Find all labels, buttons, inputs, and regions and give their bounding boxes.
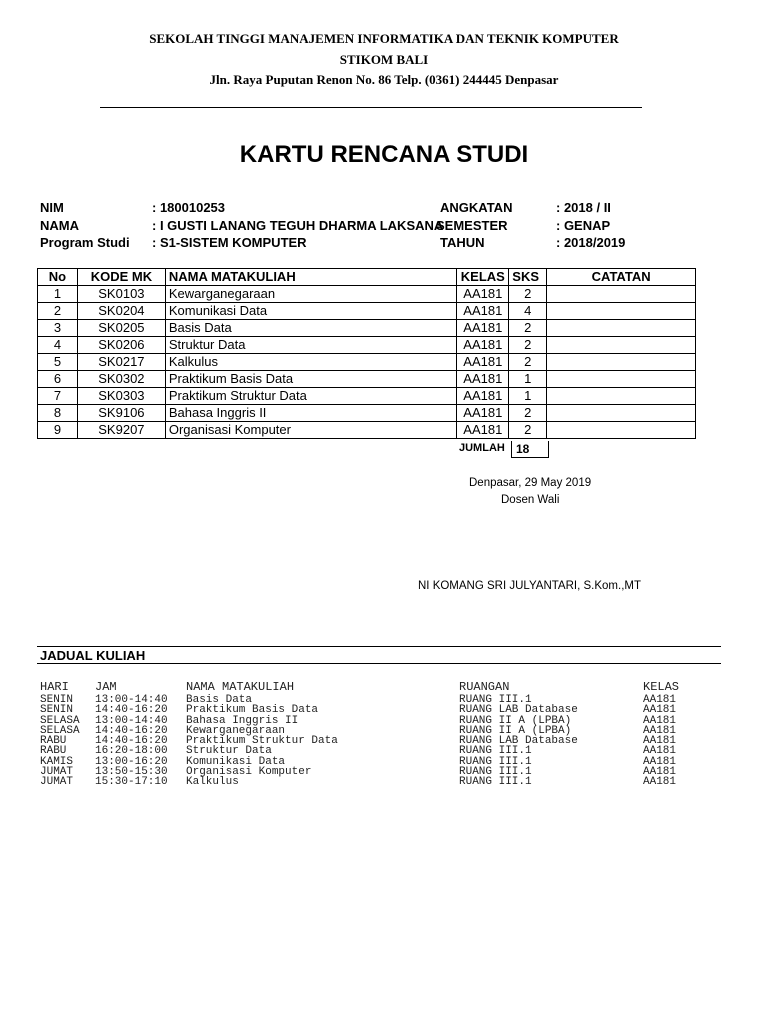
tahun-value: : 2018/2019 — [556, 235, 626, 250]
schedule-day: JUMAT — [40, 766, 74, 779]
signature-place-date: Denpasar, 29 May 2019 — [469, 477, 592, 489]
schedule-time: 13:50-15:30 — [95, 766, 168, 779]
course-no: 8 — [38, 405, 78, 422]
course-note — [547, 354, 696, 371]
jumlah-label: JUMLAH — [459, 442, 505, 454]
course-note — [547, 286, 696, 303]
schedule-time: 15:30-17:10 — [95, 776, 168, 789]
table-row — [38, 303, 696, 320]
semester-value: : GENAP — [556, 218, 611, 233]
course-code: SK0103 — [77, 286, 165, 303]
course-sks: 2 — [509, 337, 547, 354]
schedule-course: Kewarganegaraan — [186, 724, 286, 737]
schedule-room: RUANG III.1 — [459, 755, 532, 768]
jumlah-value: 18 — [511, 441, 549, 458]
course-note — [547, 303, 696, 320]
schedule-room: RUANG III.1 — [459, 776, 532, 789]
course-class: AA181 — [457, 422, 509, 439]
schedule-room: RUANG II A (LPBA) — [459, 714, 572, 727]
table-row — [38, 422, 696, 439]
schedule-time: 13:00-14:40 — [95, 714, 168, 727]
course-table-header — [38, 269, 696, 286]
course-no: 9 — [38, 422, 78, 439]
schedule-day: SELASA — [40, 714, 80, 727]
course-class: AA181 — [457, 320, 509, 337]
schedule-room: RUANG LAB Database — [459, 704, 578, 717]
course-code: SK9106 — [77, 405, 165, 422]
nim-label: NIM — [40, 200, 64, 215]
schedule-class: AA181 — [643, 745, 677, 758]
schedule-class: AA181 — [643, 714, 677, 727]
course-class: AA181 — [457, 337, 509, 354]
schedule-class: AA181 — [643, 694, 677, 706]
header-kelas: KELAS — [457, 269, 509, 286]
schedule-day: SENIN — [40, 704, 74, 717]
schedule-day: RABU — [40, 745, 67, 758]
schedule-header-ruangan: RUANGAN — [459, 680, 510, 694]
tahun-label: TAHUN — [440, 235, 485, 250]
course-no: 5 — [38, 354, 78, 371]
course-note — [547, 337, 696, 354]
nama-value: : I GUSTI LANANG TEGUH DHARMA LAKSANA — [152, 218, 444, 233]
course-sks: 1 — [509, 371, 547, 388]
schedule-class: AA181 — [643, 766, 677, 779]
page-title: KARTU RENCANA STUDI — [239, 141, 529, 168]
course-no: 7 — [38, 388, 78, 405]
header-catatan: CATATAN — [547, 269, 696, 286]
schedule-day: SELASA — [40, 724, 80, 737]
schedule-header-hari: HARI — [40, 680, 69, 694]
schedule-class: AA181 — [643, 724, 677, 737]
course-name: Organisasi Komputer — [165, 422, 456, 439]
schedule-header-nama: NAMA MATAKULIAH — [186, 680, 295, 694]
course-note — [547, 388, 696, 405]
course-sks: 2 — [509, 320, 547, 337]
schedule-room: RUANG III.1 — [459, 745, 532, 758]
course-name: Kewarganegaraan — [165, 286, 456, 303]
schedule-top-rule — [37, 646, 721, 647]
schedule-room: RUANG II A (LPBA) — [459, 724, 572, 737]
course-code: SK0206 — [77, 337, 165, 354]
schedule-room: RUANG III.1 — [459, 694, 532, 706]
course-name: Komunikasi Data — [165, 303, 456, 320]
course-note — [547, 405, 696, 422]
course-note — [547, 320, 696, 337]
course-code: SK0302 — [77, 371, 165, 388]
course-code: SK9207 — [77, 422, 165, 439]
table-row — [38, 286, 696, 303]
course-note — [547, 371, 696, 388]
course-code: SK0205 — [77, 320, 165, 337]
schedule-class: AA181 — [643, 776, 677, 789]
schedule-day: JUMAT — [40, 776, 74, 789]
schedule-bottom-rule — [37, 663, 721, 664]
course-name: Praktikum Struktur Data — [165, 388, 456, 405]
schedule-time: 13:00-16:20 — [95, 755, 168, 768]
table-row — [38, 405, 696, 422]
schedule-course: Kalkulus — [186, 776, 239, 789]
course-sks: 2 — [509, 422, 547, 439]
course-note — [547, 422, 696, 439]
course-class: AA181 — [457, 371, 509, 388]
schedule-course: Organisasi Komputer — [186, 766, 312, 779]
table-row — [38, 320, 696, 337]
course-no: 4 — [38, 337, 78, 354]
schedule-course: Struktur Data — [186, 745, 272, 758]
table-row — [38, 371, 696, 388]
course-class: AA181 — [457, 303, 509, 320]
schedule-day: SENIN — [40, 694, 74, 706]
prodi-value: : S1-SISTEM KOMPUTER — [152, 235, 307, 250]
course-code: SK0204 — [77, 303, 165, 320]
schedule-time: 14:40-16:20 — [95, 735, 168, 748]
course-no: 1 — [38, 286, 78, 303]
angkatan-label: ANGKATAN — [440, 200, 513, 215]
schedule-time: 13:00-14:40 — [95, 694, 168, 706]
header-sks: SKS — [509, 269, 547, 286]
table-row — [38, 354, 696, 371]
schedule-time: 14:40-16:20 — [95, 704, 168, 717]
schedule-day: KAMIS — [40, 755, 74, 768]
header-nama-matakuliah: NAMA MATAKULIAH — [165, 269, 456, 286]
schedule-time: 14:40-16:20 — [95, 724, 168, 737]
schedule-room: RUANG III.1 — [459, 766, 532, 779]
course-sks: 4 — [509, 303, 547, 320]
semester-label: SEMESTER — [436, 218, 508, 233]
course-sks: 2 — [509, 286, 547, 303]
schedule-header-jam: JAM — [95, 680, 117, 694]
schedule-time: 16:20-18:00 — [95, 745, 168, 758]
schedule-header-kelas: KELAS — [643, 680, 680, 694]
course-class: AA181 — [457, 388, 509, 405]
schedule-title: JADUAL KULIAH — [40, 648, 146, 663]
schedule-class: AA181 — [643, 755, 677, 768]
course-name: Kalkulus — [165, 354, 456, 371]
course-name: Bahasa Inggris II — [165, 405, 456, 422]
header-divider — [100, 107, 642, 108]
course-class: AA181 — [457, 405, 509, 422]
course-no: 2 — [38, 303, 78, 320]
course-code: SK0217 — [77, 354, 165, 371]
course-table — [37, 268, 696, 439]
prodi-label: Program Studi — [40, 235, 130, 250]
course-name: Basis Data — [165, 320, 456, 337]
course-class: AA181 — [457, 354, 509, 371]
signature-role: Dosen Wali — [501, 494, 560, 506]
schedule-course: Praktikum Basis Data — [186, 704, 319, 717]
institution-address: Jln. Raya Puputan Renon No. 86 Telp. (0361) 244445 Denpasar — [209, 72, 559, 87]
course-no: 3 — [38, 320, 78, 337]
institution-short-name: STIKOM BALI — [339, 52, 429, 67]
course-name: Praktikum Basis Data — [165, 371, 456, 388]
schedule-course: Basis Data — [186, 694, 253, 706]
course-sks: 2 — [509, 354, 547, 371]
angkatan-value: : 2018 / II — [556, 200, 611, 215]
header-kode-mk: KODE MK — [77, 269, 165, 286]
schedule-course: Praktikum Struktur Data — [186, 735, 338, 748]
course-sks: 2 — [509, 405, 547, 422]
schedule-course: Bahasa Inggris II — [186, 714, 299, 727]
course-no: 6 — [38, 371, 78, 388]
schedule-class: AA181 — [643, 704, 677, 717]
course-class: AA181 — [457, 286, 509, 303]
institution-name: SEKOLAH TINGGI MANAJEMEN INFORMATIKA DAN TEKNIK KOMPUTER — [149, 31, 619, 46]
nim-value: : 180010253 — [152, 200, 226, 215]
nama-label: NAMA — [40, 218, 79, 233]
signature-name: NI KOMANG SRI JULYANTARI, S.Kom.,MT — [418, 580, 641, 592]
header-no: No — [38, 269, 78, 286]
schedule-course: Komunikasi Data — [186, 755, 286, 768]
course-code: SK0303 — [77, 388, 165, 405]
course-sks: 1 — [509, 388, 547, 405]
schedule-class: AA181 — [643, 735, 677, 748]
schedule-day: RABU — [40, 735, 67, 748]
schedule-room: RUANG LAB Database — [459, 735, 578, 748]
table-row — [38, 388, 696, 405]
table-row — [38, 337, 696, 354]
course-name: Struktur Data — [165, 337, 456, 354]
